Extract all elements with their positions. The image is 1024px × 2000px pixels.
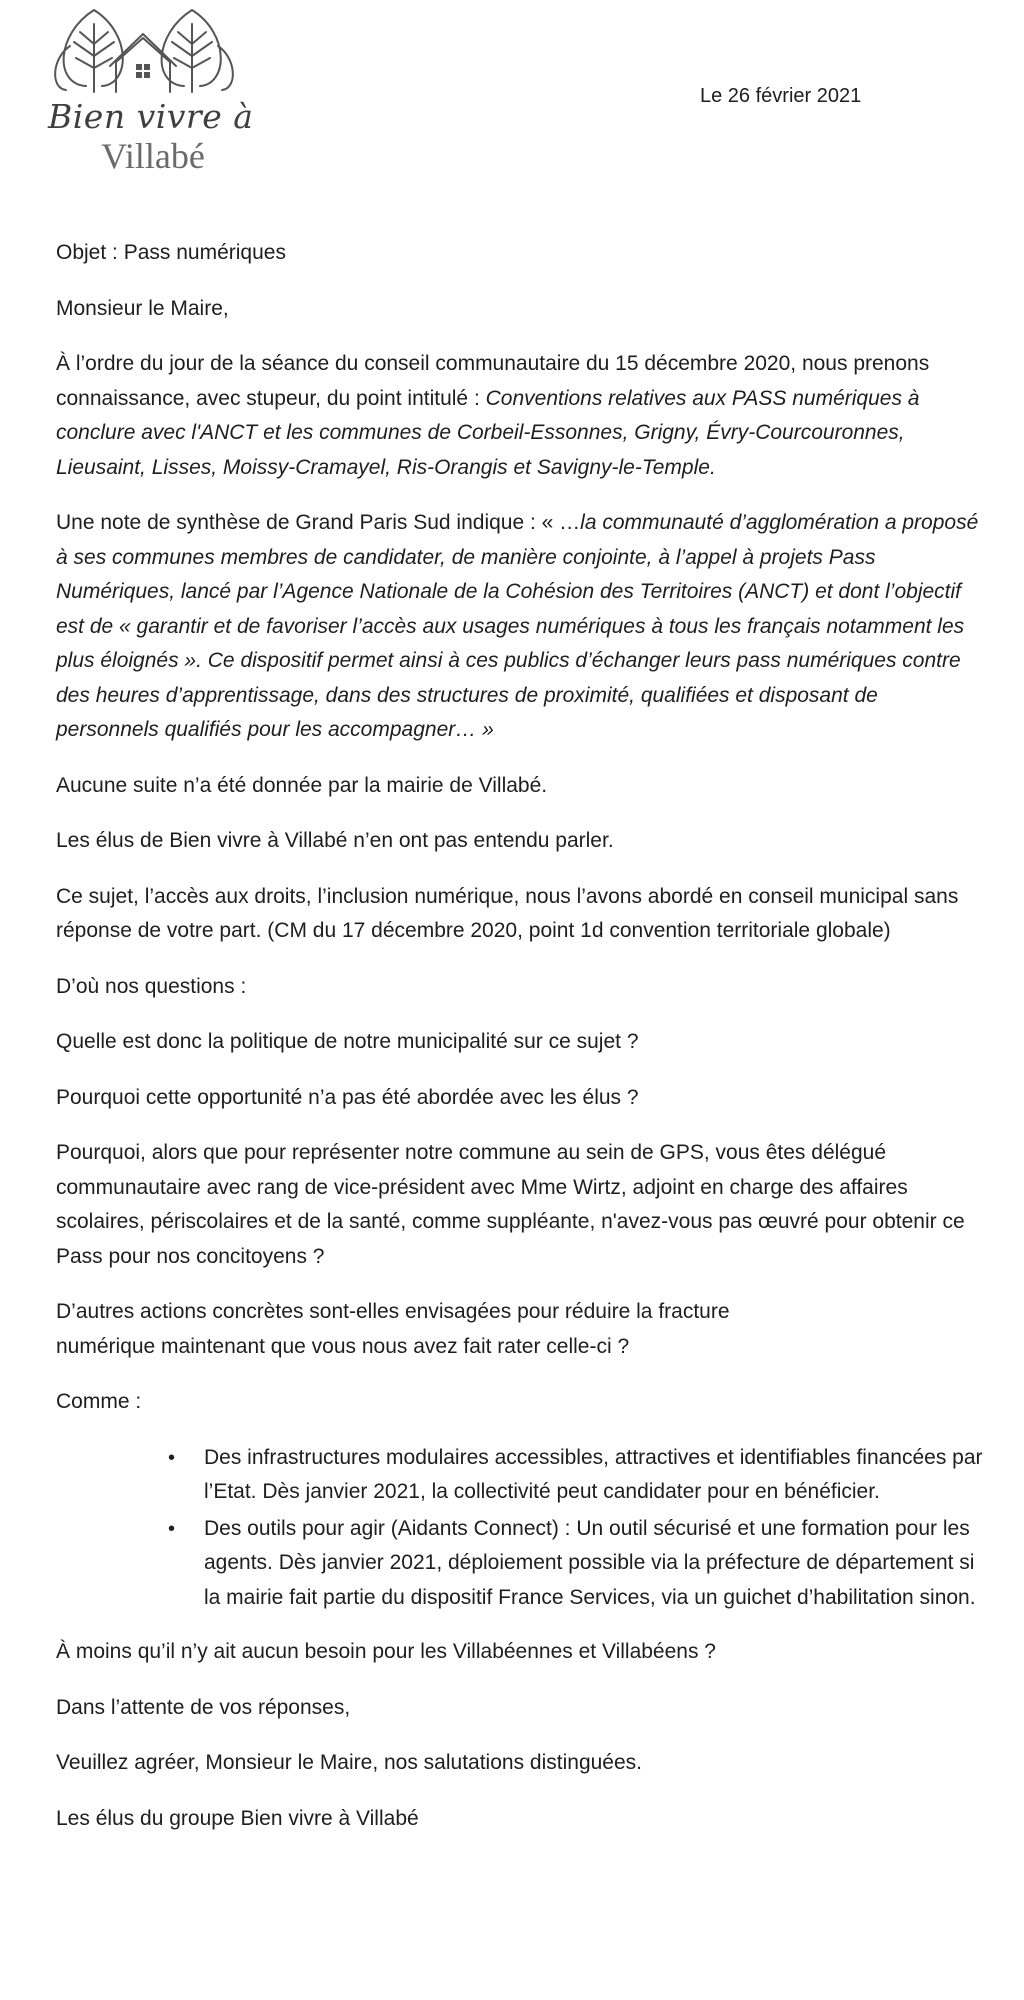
question-policy: Quelle est donc la politique de notre municipalité sur ce sujet ? (56, 1030, 639, 1053)
question-opportunity: Pourquoi cette opportunité n’a pas été abordée avec les élus ? (56, 1085, 639, 1109)
closing-formula: Veuillez agréer, Monsieur le Maire, nos salutations distinguées. (56, 1751, 642, 1774)
signature: Les élus du groupe Bien vivre à Villabé (56, 1806, 419, 1830)
paragraph-synthesis-lead: Une note de synthèse de Grand Paris Sud indique : « … (56, 511, 581, 534)
paragraph-agenda (56, 347, 986, 485)
trees-house-icon (44, 4, 264, 104)
paragraph-no-need: À moins qu’il n’y ait aucun besoin pour les Villabéennes et Villabéens ? (56, 1640, 716, 1663)
question-other-actions (56, 1295, 986, 1364)
letter-date: Le 26 février 2021 (700, 85, 862, 107)
question-gps-delegate: Pourquoi, alors que pour représenter notre commune au sein de GPS, vous êtes délégué communautaire avec rang de vice-président avec Mme Wirtz, adjoint en charge des affaires scolaires, périscolaires et de la santé, comme suppléante, n'avez-vous pas œuvré pour obtenir ce Pass pour nos concitoyens ? (56, 1141, 965, 1268)
bullet-icon: • (168, 1517, 176, 1540)
paragraph-synthesis-quote: la communauté d’agglomération a proposé à ses communes membres de candidater, de manière conjointe, à l’appel à projets Pass Numériques, lancé par l’Agence Nationale de la Cohésion des Territoires (ANCT) et dont l’objectif est de « garantir et de favoriser l’accès aux usages numériques à tous les français notamment les plus éloignés ». Ce dispositif permet ainsi à ces publics d’échanger leurs pass numériques contre des heures d’apprentissage, dans des structures de proximité, qualifiées et disposant de personnels qualifiés pour les accompagner… » (56, 511, 979, 741)
paragraph-synthesis-note (56, 506, 986, 748)
paragraph-agenda-lead: À l’ordre du jour de la séance du conseil communautaire du 15 décembre 2020, nous prenons connaissance, avec stupeur, du point intitulé : (56, 352, 930, 410)
paragraph-council-topic: Ce sujet, l’accès aux droits, l’inclusion numérique, nous l’avons abordé en conseil municipal sans réponse de votre part. (CM du 17 décembre 2020, point 1d convention territoriale globale) (56, 884, 959, 942)
bullet-list (56, 1441, 986, 1616)
list-item (168, 1441, 986, 1510)
letter-salutation: Monsieur le Maire, (56, 296, 229, 320)
list-item-text: Des outils pour agir (Aidants Connect) : Un outil sécurisé et une formation pour les agents. Dès janvier 2021, déploiement possible via la préfecture de département si la mairie fait partie du dispositif France Services, via un guichet d’habilitation sinon. (204, 1516, 976, 1609)
paragraph-not-informed: Les élus de Bien vivre à Villabé n’en ont pas entendu parler. (56, 829, 614, 852)
paragraph-awaiting: Dans l’attente de vos réponses, (56, 1695, 351, 1719)
paragraph-agenda-title: Conventions relatives aux PASS numériques à conclure avec l'ANCT et les communes de Corbeil-Essonnes, Grigny, Évry-Courcouronnes, Lieusaint, Lisses, Moissy-Cramayel, Ris-Orangis et Savigny-le-Temple. (56, 386, 920, 479)
paragraph-comme: Comme : (56, 1390, 142, 1413)
list-item-text: Des infrastructures modulaires accessibles, attractives et identifiables financées par l’Etat. Dès janvier 2021, la collectivité peut candidater pour en bénéficier. (204, 1445, 983, 1503)
bullet-icon: • (168, 1446, 176, 1469)
question-other-actions-line1: D’autres actions concrètes sont-elles envisagées pour réduire la fracture (56, 1300, 730, 1323)
paragraph-questions-intro: D’où nos questions : (56, 974, 247, 998)
letter-object: Objet : Pass numériques (56, 241, 286, 264)
letter-body (56, 236, 986, 1857)
logo (44, 4, 264, 180)
logo-script-text: Bien vivre à (48, 97, 254, 136)
logo-town-text: Villabé (101, 136, 205, 176)
list-item (168, 1512, 986, 1616)
paragraph-no-follow-up: Aucune suite n’a été donnée par la mairie de Villabé. (56, 773, 548, 797)
question-other-actions-line2: numérique maintenant que vous nous avez fait rater celle-ci ? (56, 1334, 630, 1358)
